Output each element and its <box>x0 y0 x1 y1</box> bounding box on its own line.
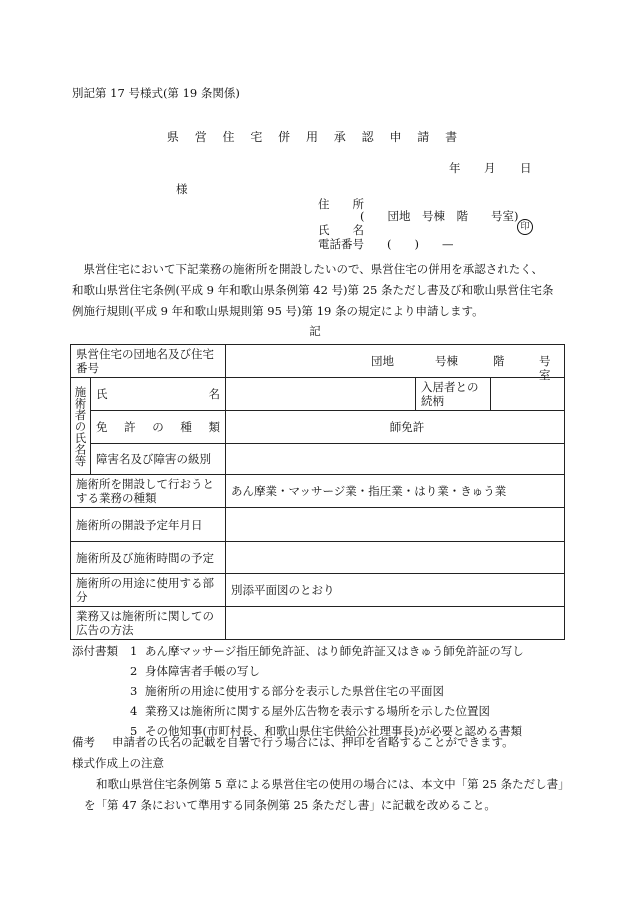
seal-mark: 印 <box>517 219 533 235</box>
practitioner-group-label: 施術者の氏名等 <box>71 378 91 475</box>
estate-goshitsu: 号室 <box>539 354 551 382</box>
practitioner-name-value[interactable] <box>226 378 416 411</box>
table-row <box>71 475 565 508</box>
body-line: 和歌山県営住宅条例(平成 9 年和歌山県条例第 42 号)第 25 条ただし書及び和歌山県営住宅条 <box>72 283 554 297</box>
schedule-value[interactable] <box>226 542 565 574</box>
notes-heading: 様式作成上の注意 <box>72 756 164 770</box>
ki-heading: 記 <box>309 324 321 338</box>
ads-label: 業務又は施術所に関しての広告の方法 <box>71 607 226 640</box>
business-value[interactable]: あん摩業・マッサージ業・指圧業・はり業・きゅう業 <box>226 475 565 508</box>
table-row <box>71 345 565 378</box>
disability-value[interactable] <box>226 444 565 475</box>
address-detail: ( 団地 号棟 階 号室) <box>360 209 519 223</box>
license-value[interactable]: 師免許 <box>226 411 565 444</box>
remark-heading: 備考 <box>72 735 95 749</box>
open-date-label: 施術所の開設予定年月日 <box>71 508 226 542</box>
relation-value[interactable] <box>491 378 565 411</box>
table-row <box>71 378 565 411</box>
attachments-heading: 添付書類 <box>72 644 118 658</box>
table-row <box>71 542 565 574</box>
body-line: 例施行規則(平成 9 年和歌山県規則第 95 号)第 19 条の規定により申請します。 <box>72 304 484 318</box>
date-day: 日 <box>520 161 532 175</box>
estate-goto: 号棟 <box>435 354 458 368</box>
notes-line: を「第 47 条において準用する同条例第 25 条ただし書」に記載を改めること。 <box>84 798 496 812</box>
table-row <box>71 574 565 607</box>
remark-text: 申請者の氏名の記載を自署で行う場合には、押印を省略することができます。 <box>112 735 514 749</box>
table-row <box>71 607 565 640</box>
business-label: 施術所を開設して行おうとする業務の種類 <box>71 475 226 508</box>
schedule-label: 施術所及び施術時間の予定 <box>71 542 226 574</box>
disability-label: 障害名及び障害の級別 <box>91 444 226 475</box>
addressee-suffix: 様 <box>176 182 188 196</box>
table-row <box>71 508 565 542</box>
table-row <box>71 444 565 475</box>
estate-kai: 階 <box>493 354 505 368</box>
estate-value[interactable] <box>226 345 565 382</box>
license-label: 免 許 の 種 類 <box>91 411 226 444</box>
phone-label: 電話番号 ( ) — <box>318 237 454 251</box>
date-year: 年 <box>449 161 461 175</box>
estate-label: 県営住宅の団地名及び住宅番号 <box>71 345 226 378</box>
date-month: 月 <box>484 161 496 175</box>
practitioner-name-label: 氏 名 <box>91 378 226 411</box>
ads-value[interactable] <box>226 607 565 640</box>
estate-danchi: 団地 <box>371 354 394 368</box>
name-label: 氏 名 <box>318 223 364 237</box>
usage-label: 施術所の用途に使用する部分 <box>71 574 226 607</box>
application-table <box>70 344 565 640</box>
open-date-value[interactable] <box>226 508 565 542</box>
body-line: 県営住宅において下記業務の施術所を開設したいので、県営住宅の併用を承認されたく、 <box>72 262 544 276</box>
form-id: 別記第 17 号様式(第 19 条関係) <box>72 86 240 100</box>
notes-line: 和歌山県営住宅条例第 5 章による県営住宅の使用の場合には、本文中「第 25 条ただし書」 <box>96 777 570 791</box>
body-paragraph <box>72 259 572 322</box>
usage-value[interactable]: 別添平面図のとおり <box>226 574 565 607</box>
page-title: 県 営 住 宅 併 用 承 認 申 請 書 <box>166 130 464 144</box>
address-label: 住 所 <box>318 197 364 211</box>
relation-label: 入居者との続柄 <box>416 378 491 411</box>
table-row <box>71 411 565 444</box>
